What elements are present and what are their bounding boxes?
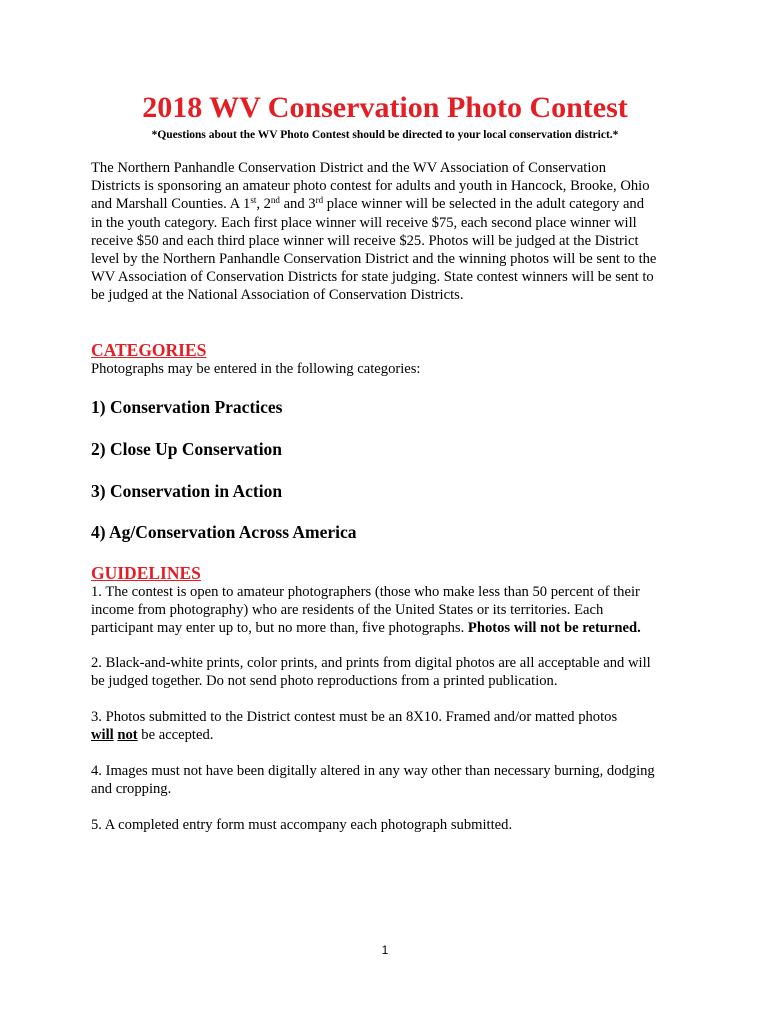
guideline-3	[91, 708, 691, 744]
guideline-line: 3. Photos submitted to the District contest must be an 8X10. Framed and/or matted photos	[91, 709, 618, 725]
photos-not-returned-note: Photos will not be returned.	[467, 620, 641, 637]
intro-line: level by the Northern Panhandle Conservation District and the winning photos will be sent to the	[91, 251, 657, 268]
guideline-line: and cropping.	[91, 781, 172, 798]
emphasis-not: not	[117, 727, 138, 744]
category-item: 2) Close Up Conservation	[91, 439, 283, 459]
intro-line	[91, 195, 691, 213]
guideline-4	[91, 762, 691, 798]
guideline-line: income from photography) who are residents of the United States or its territories. Each	[91, 602, 604, 619]
intro-line: The Northern Panhandle Conservation District and the WV Association of Conservation	[91, 160, 607, 176]
intro-line: Districts is sponsoring an amateur photo contest for adults and youth in Hancock, Brooke, Ohio	[91, 178, 650, 195]
guideline-line	[91, 726, 691, 744]
intro-text: place winner will be selected in the adult category and	[323, 196, 645, 213]
page-number: 1	[381, 943, 389, 957]
intro-line: be judged at the National Association of Conservation Districts.	[91, 287, 464, 304]
category-item: 4) Ag/Conservation Across America	[91, 522, 357, 542]
intro-line: in the youth category. Each first place winner will receive $75, each second place winner will	[91, 214, 637, 231]
intro-paragraph	[91, 159, 691, 305]
guideline-line: 2. Black-and-white prints, color prints, and prints from digital photos are all acceptable and will	[91, 655, 651, 671]
guideline-line: be judged together. Do not send photo reproductions from a printed publication.	[91, 673, 558, 690]
page-subtitle: *Questions about the WV Photo Contest should be directed to your local conservation district.*	[151, 129, 619, 141]
intro-text: and Marshall Counties. A 1	[91, 196, 251, 213]
intro-text: , 2	[256, 196, 271, 213]
intro-line: receive $50 and each third place winner will receive $25. Photos will be judged at the District	[91, 232, 639, 249]
guideline-line	[91, 619, 691, 637]
guideline-line: 4. Images must not have been digitally altered in any way other than necessary burning, dodging	[91, 763, 655, 779]
categories-intro	[91, 360, 691, 378]
guideline-5	[91, 816, 691, 834]
guideline-text: be accepted.	[137, 727, 214, 744]
ordinal-suffix: st	[250, 195, 257, 206]
guideline-line: 5. A completed entry form must accompany each photograph submitted.	[91, 817, 513, 833]
guideline-text: participant may enter up to, but no more than, five photographs.	[91, 620, 468, 637]
categories-heading: CATEGORIES	[91, 340, 207, 360]
guideline-1	[91, 583, 691, 638]
categories-intro-text: Photographs may be entered in the following categories:	[91, 361, 421, 377]
guideline-2	[91, 654, 691, 690]
ordinal-suffix: rd	[315, 195, 324, 206]
guidelines-heading: GUIDELINES	[91, 563, 201, 583]
intro-text: and 3	[279, 196, 316, 213]
guideline-line: 1. The contest is open to amateur photographers (those who make less than 50 percent of their	[91, 584, 640, 600]
page-title: 2018 WV Conservation Photo Contest	[142, 91, 628, 124]
intro-line: WV Association of Conservation Districts for state judging. State contest winners will be sent to	[91, 269, 654, 286]
ordinal-suffix: nd	[270, 195, 280, 206]
emphasis-will: will	[91, 727, 114, 744]
category-item: 1) Conservation Practices	[91, 397, 283, 417]
category-item: 3) Conservation in Action	[91, 481, 283, 501]
